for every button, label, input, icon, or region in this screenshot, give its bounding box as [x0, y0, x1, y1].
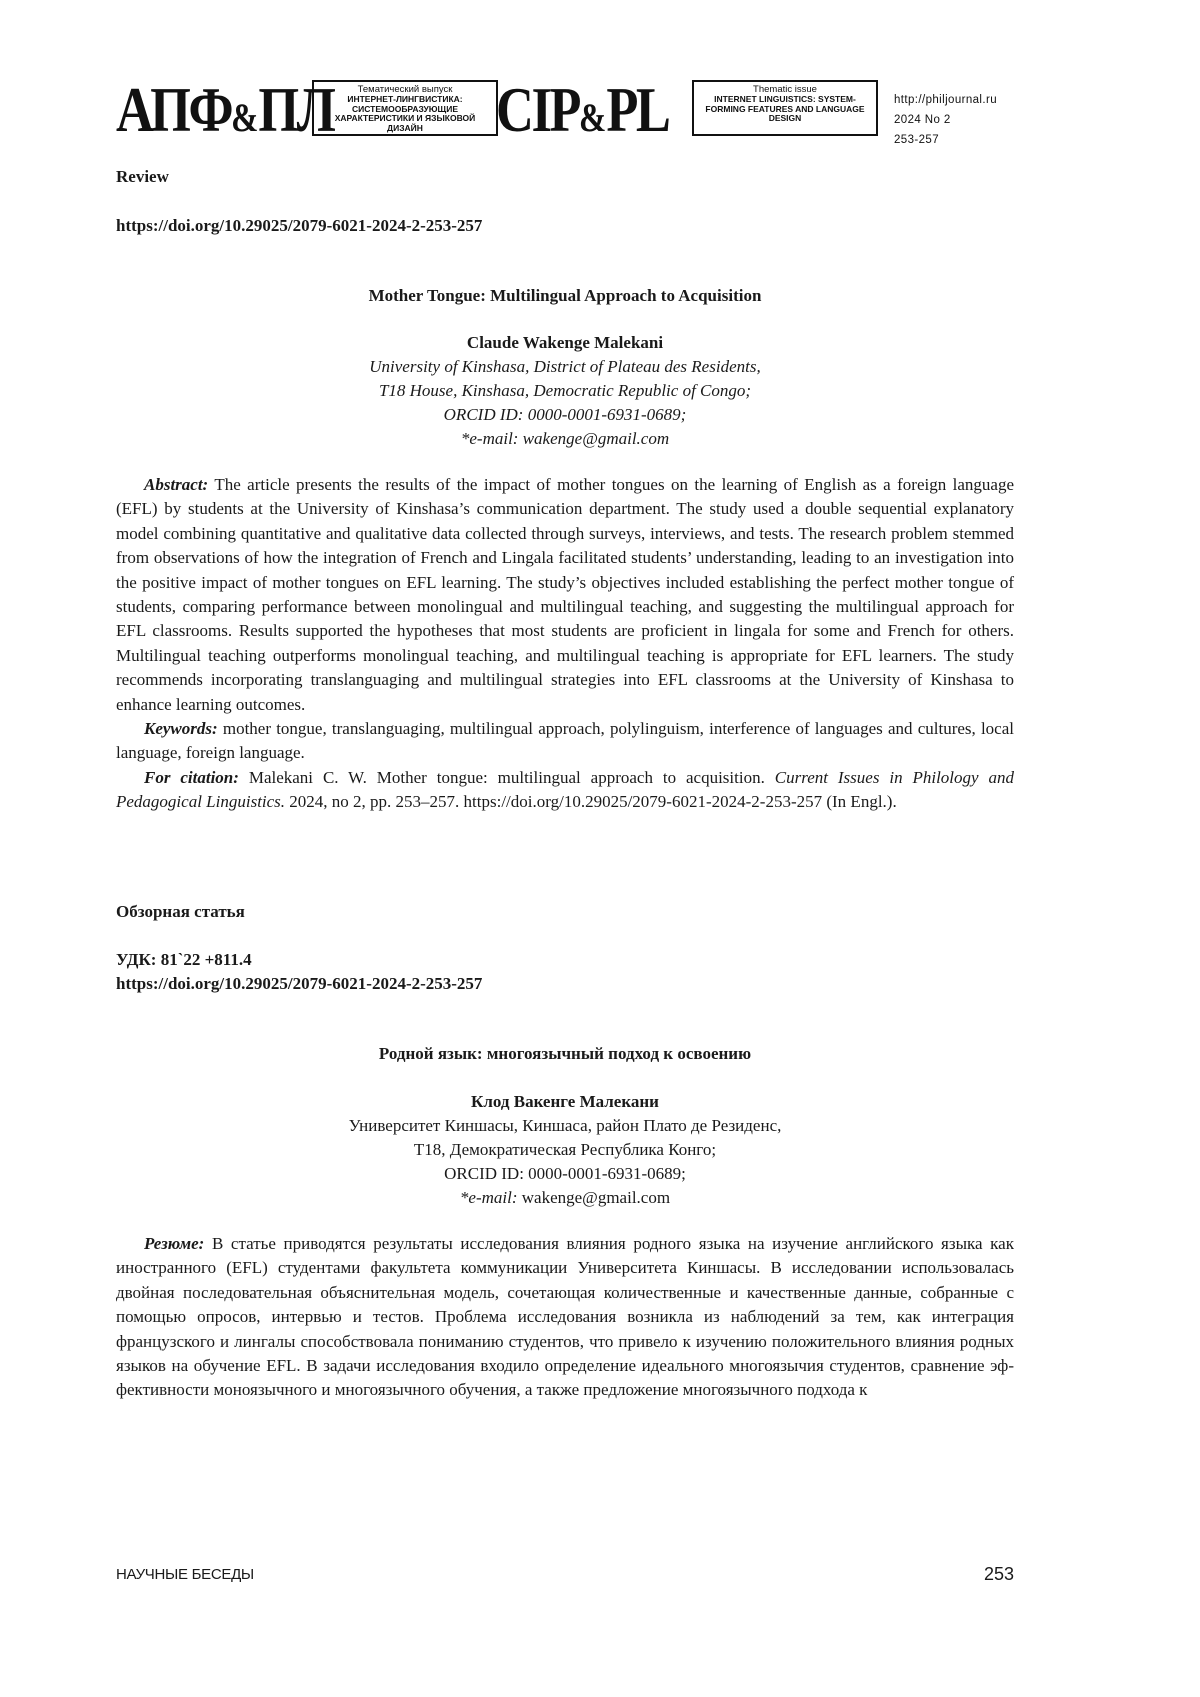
page-number: 253	[983, 1564, 1014, 1584]
affiliation-line-2-ru: Т18, Демократическая Республика Конго;	[413, 1140, 717, 1159]
year-issue: 2024 No 2	[894, 114, 951, 126]
journal-logo-en: CIP&PL	[496, 74, 669, 145]
journal-logo-ru: АПФ&ПЛ	[116, 74, 334, 145]
author-name-en: Claude Wakenge Malekani	[466, 333, 664, 352]
affiliation-line-2-en: T18 House, Kinshasa, Democratic Republic of Congo;	[378, 381, 752, 400]
affiliation-line-1-ru: Университет Киншасы, Киншаса, район Плато де Резиденс,	[348, 1116, 782, 1135]
article-title-ru: Родной язык: многоязычный подход к освоению	[378, 1044, 752, 1063]
page-range: 253-257	[894, 134, 940, 146]
abstract-text-en: The article presents the results of the impact of mother tongues on the learning of English as a foreign language (EFL) by students at the University of Kinshasa’s communication department. The study used a double sequential explanatory model combining quantitative and qualitative data collected through surveys, interviews, and tests. The research problem stemmed from observations of how the integration of French and Lingala facilitated students’ understanding, leading to an investigation into the positive impact of mother tongues on EFL learning. The study’s objectives included establishing the perfect mother tongue of students, comparing performance between monolingual and multilingual teaching, and suggesting the multilingual approach for EFL classrooms. Results supported the hypotheses that most students are proficient in lingala for some and French for others. Multilingual teaching outperforms monolingual teaching, and multilingual teaching is appropriate for EFL learners. The study recommends incorporating translanguaging and multilingual strategies into EFL classrooms at the University of Kinshasa to enhance learning outcomes.	[116, 475, 1014, 714]
journal-url[interactable]: http://philjournal.ru	[894, 94, 998, 106]
abstract-en	[116, 473, 1014, 717]
thematic-issue-label-ru: Тематический выпуск	[357, 84, 453, 95]
affiliation-line-1-en: University of Kinshasa, District of Plateau des Residents,	[369, 357, 761, 376]
email-ru[interactable]	[116, 1186, 1014, 1210]
doi-link-en[interactable]: https://doi.org/10.29025/2079-6021-2024-2-253-257	[116, 216, 483, 235]
keywords-label-en: Keywords:	[144, 719, 218, 739]
thematic-issue-box-ru	[312, 80, 498, 136]
thematic-issue-title-en: INTERNET LINGUISTICS: SYSTEM-FORMING FEATURES AND LANGUAGE DESIGN	[705, 94, 865, 123]
thematic-issue-label-en: Thematic issue	[753, 84, 817, 95]
abstract-block-ru	[116, 1232, 1014, 1403]
article-title-en: Mother Tongue: Multilingual Approach to Acquisition	[368, 286, 762, 305]
article-type-en: Review	[116, 167, 169, 186]
citation-en	[116, 766, 1014, 815]
email-en[interactable]: *e-mail: wakenge@gmail.com	[460, 429, 670, 448]
udk-ru: УДК: 81`22 +811.4	[116, 950, 252, 969]
citation-text-1: Malekani C. W. Mother tongue: multilingual approach to acquisition.	[238, 767, 775, 787]
citation-journal: Current Issues in Philology and Pedagogical Linguistics.	[116, 767, 1014, 812]
footer-section-name: НАУЧНЫЕ БЕСЕДЫ	[116, 1566, 254, 1583]
abstract-label-en: Abstract:	[144, 475, 209, 494]
keywords-en	[116, 717, 1014, 766]
journal-header	[116, 74, 1016, 146]
issue-info	[894, 90, 1014, 150]
citation-text-2: 2024, no 2, pp. 253–257. https://doi.org/10.29025/2079-6021-2024-2-253-257 (In Engl.).	[285, 792, 897, 812]
keywords-text-en: mother tongue, translanguaging, multilingual approach, polylinguism, interference of languages and cultures, local language, foreign language.	[116, 719, 1014, 763]
email-label-ru: *e-mail:	[459, 1188, 518, 1207]
orcid-ru: ORCID ID: 0000-0001-6931-0689;	[444, 1164, 686, 1183]
author-name-ru: Клод Вакенге Малекани	[471, 1092, 659, 1111]
doi-link-ru[interactable]: https://doi.org/10.29025/2079-6021-2024-2-253-257	[116, 974, 483, 993]
abstract-ru	[116, 1232, 1014, 1403]
abstract-label-ru: Резюме:	[144, 1234, 205, 1253]
abstract-text-ru: В статье приводятся результаты исследования влияния родного языка на изучение английского языка как иностранного (EFL) студентами факультета коммуникации Университета Киншасы. В исследовании использовалась двойная последовательная объяснительная модель, сочетающая количественные и качественные данные, собранные с помощью опросов, интервью и тестов. Проблема исследования возникла из наблюдений за тем, как интеграция французского и лингалы способствовала пониманию студентов, что привело к изучению положительного влияния родных языков на обучение EFL. В задачи исследования входило определение идеального многоязычия студентов, сравнение эффективности моноязычного и многоязычного обучения, а также предложение многоязычного подхода к	[116, 1234, 1014, 1400]
citation-label-en: For citation:	[144, 767, 239, 787]
thematic-issue-title-ru: ИНТЕРНЕТ-ЛИНГВИСТИКА: СИСТЕМООБРАЗУЮЩИЕ ХАРАКТЕРИСТИКИ И ЯЗЫКОВОЙ ДИЗАЙН	[334, 94, 476, 133]
orcid-en: ORCID ID: 0000-0001-6931-0689;	[443, 405, 687, 424]
email-value-ru: wakenge@gmail.com	[517, 1188, 671, 1207]
article-type-ru: Обзорная статья	[116, 902, 245, 921]
thematic-issue-box-en	[692, 80, 878, 136]
abstract-block-en	[116, 473, 1014, 815]
